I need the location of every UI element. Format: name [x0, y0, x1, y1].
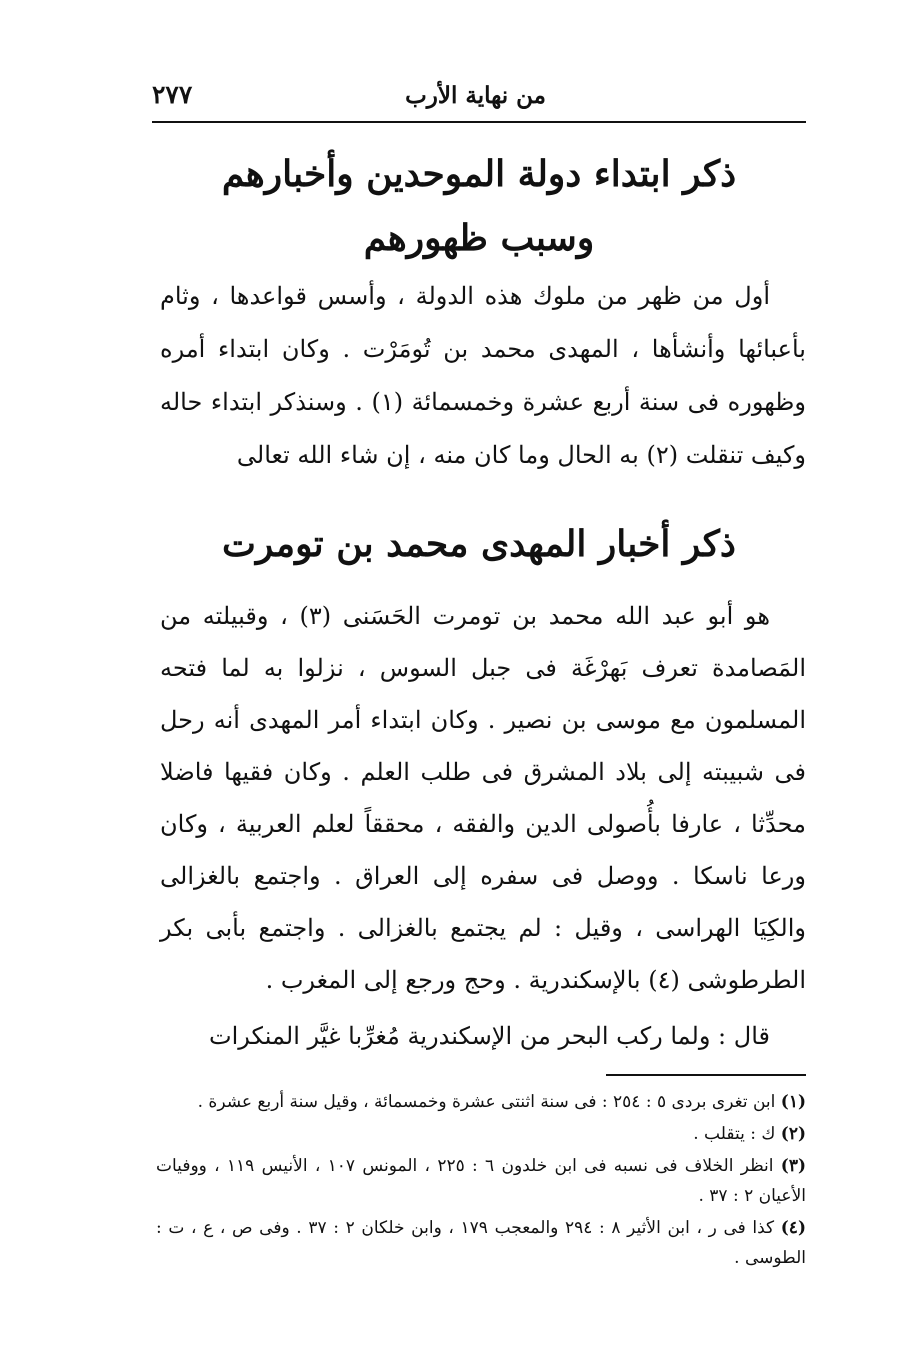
section-1-paragraph: أول من ظهر من ملوك هذه الدولة ، وأسس قواعدها ، وثام بأعبائها وأنشأها ، المهدى محمد بن تُومَرْت . وكان ابتداء أمره وظهوره فى سنة أربع عشرة وخمسمائة (١) . وسنذكر ابتداء حاله وكيف تنقلت (٢) به الحال وما كان منه ، إن شاء الله تعالى — [160, 282, 806, 469]
footnote-3 — [156, 1151, 806, 1211]
footnote-text: ابن تغرى بردى ٥ : ٢٥٤ : فى سنة اثنتى عشرة وخمسمائة ، وقيل سنة أربع عشرة . — [197, 1092, 776, 1112]
footnote-2 — [156, 1119, 806, 1149]
page-header — [152, 78, 806, 118]
section-heading-1 — [152, 142, 806, 270]
page-number: ٢٧٧ — [152, 80, 193, 109]
footnote-text: انظر الخلاف فى نسبه فى ابن خلدون ٦ : ٢٢٥ ، المونس ١٠٧ ، الأنيس ١١٩ ، ووفيات الأعيان ٢ : ٣٧ . — [156, 1156, 806, 1206]
running-title: من نهاية الأرب — [405, 82, 546, 109]
section-heading-2: ذكر أخبار المهدى محمد بن تومرت — [222, 523, 736, 565]
footnotes — [156, 1087, 806, 1275]
section-heading-1-line2: وسبب ظهورهم — [363, 217, 595, 259]
footnote-text: ك : يتقلب . — [693, 1124, 776, 1144]
footnote-number: (٣) — [780, 1156, 807, 1176]
footnote-text: كذا فى ر ، ابن الأثير ٨ : ٢٩٤ والمعجب ١٧٩ ، وابن خلكان ٢ : ٣٧ . وفى ص ، ع ، ت : الطوسى . — [156, 1218, 806, 1268]
footnote-rule — [606, 1074, 806, 1076]
section-heading-1-line1: ذكر ابتداء دولة الموحدين وأخبارهم — [221, 153, 737, 195]
footnote-4 — [156, 1213, 806, 1273]
header-rule — [152, 121, 806, 123]
section-2-paragraph-2: قال : ولما ركب البحر من الإسكندرية مُغرِّبا غيَّر المنكرات — [209, 1022, 770, 1050]
footnote-number: (٤) — [780, 1218, 806, 1238]
section-2-paragraph-1: هو أبو عبد الله محمد بن تومرت الحَسَنى (٣) ، وقبيلته من المَصامدة تعرف بَهرْغَة فى جبل السوس ، نزلوا به لما فتحه المسلمون مع موسى بن نصير . وكان ابتداء أمر المهدى أنه رحل فى شبيبته إلى بلاد المشرق فى طلب العلم . وكان فقيها فاضلا محدِّثا ، عارفا بأُصولى الدين والفقه ، محققاً لعلم العربية ، وكان ورعا ناسكا . ووصل فى سفره إلى العراق . واجتمع بالغزالى والكِيَا الهراسى ، وقيل : لم يجتمع بالغزالى . واجتمع بأبى بكر الطرطوشى (٤) بالإسكندرية . وحج ورجع إلى المغرب . — [160, 602, 806, 994]
footnote-number: (١) — [780, 1092, 806, 1112]
footnote-number: (٢) — [780, 1124, 806, 1144]
footnote-1 — [156, 1087, 806, 1117]
